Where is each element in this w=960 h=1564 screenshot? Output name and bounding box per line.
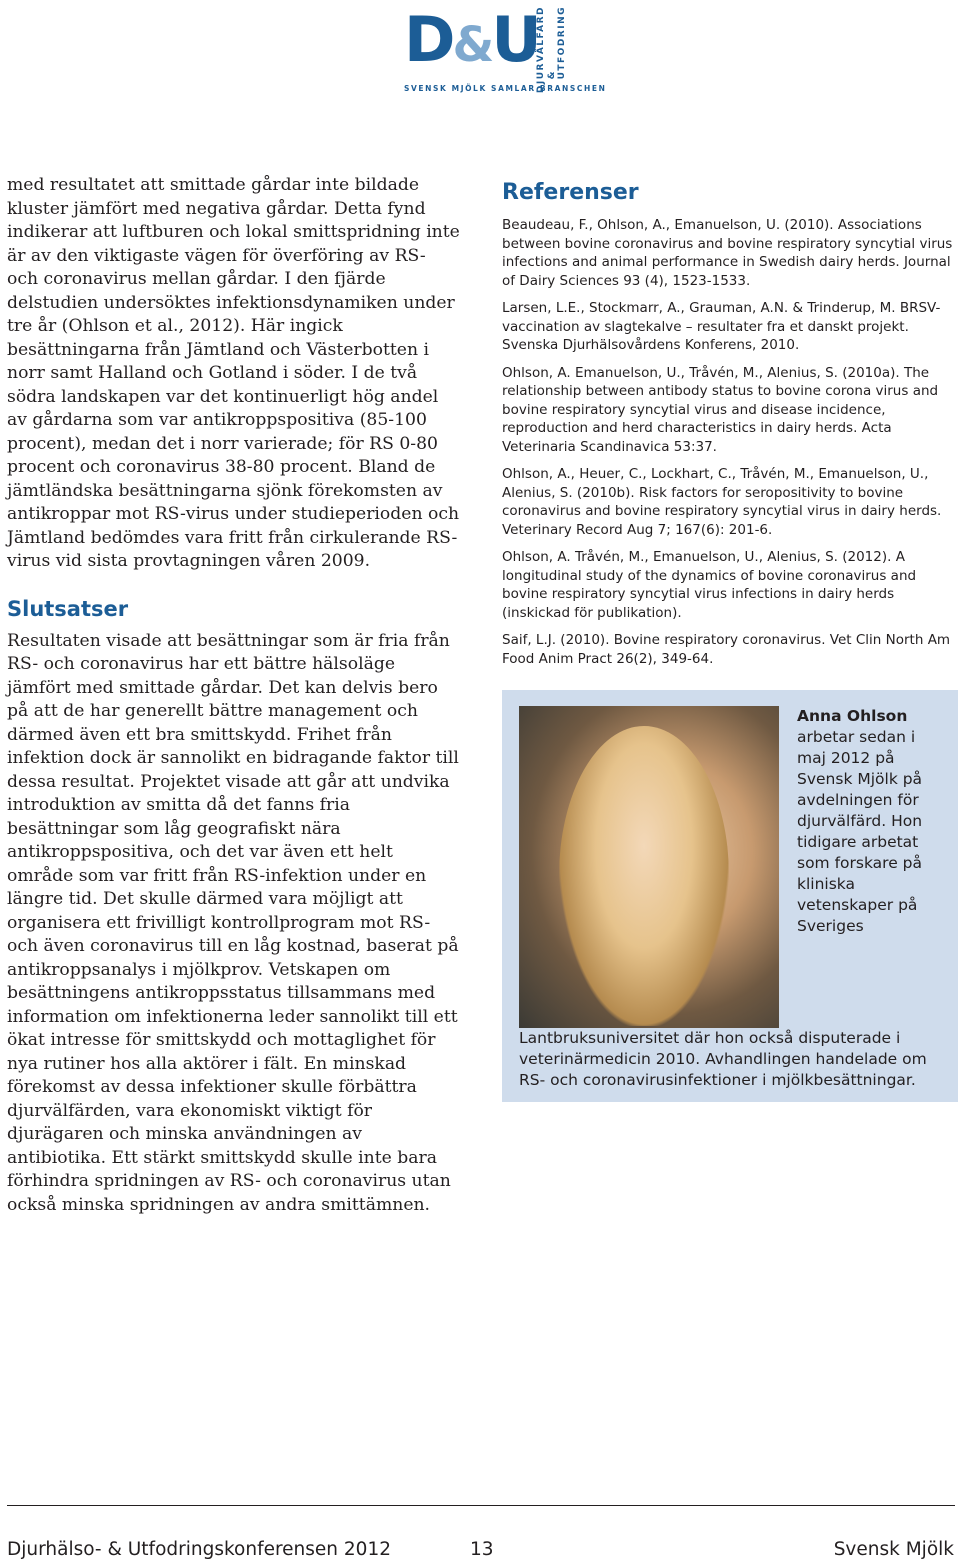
- references-heading: Referenser: [502, 180, 639, 205]
- reference-item: Saif, L.J. (2010). Bovine respiratory coronavirus. Vet Clin North Am Food Anim Pract 26(2), 349-64.: [502, 632, 951, 667]
- logo-mark: [404, 0, 539, 85]
- reference-item: Beaudeau, F., Ohlson, A., Emanuelson, U. (2010). Associations between bovine coronavirus and bovine respiratory syncytial virus infections and animal performance in Swedish dairy herds. Journal of Dairy Sciences 93 (4), 1523-1533.: [502, 217, 953, 289]
- logo-ampersand: &: [452, 17, 492, 73]
- logo-vertical-line2: & UTFODRING: [547, 6, 567, 80]
- logo-vertical-text: [536, 6, 567, 94]
- references-column: [502, 178, 954, 677]
- author-bio: arbetar sedan i maj 2012 på Svensk Mjölk på avdelningen för djurvälfärd. Hon tidigare arbetat som forskare på kliniska vetenskaper på Sveriges Lantbruksuniversitet där hon också disputerade i veterinärmedicin 2010. Avhandlingen handelade om RS- och coronavirusinfektioner i mjölkbesättningar.: [519, 728, 927, 1089]
- body-paragraph-1: med resultatet att smittade gårdar inte bildade kluster jämfört med negativa gårdar. Detta fynd indikerar att luftburen och lokal smittspridning inte är av den viktigaste vägen för överföring av RS- och coronavirus mellan gårdar. I den fjärde delstudien undersöktes infektionsdynamiken under tre år (Ohlson et al., 2012). Här ingick besättningarna från Jämtland och Västerbotten i norr samt Halland och Gotland i söder. I de två södra landskapen var det kontinuerligt hög andel av gårdarna som var antikroppspositiva (85-100 procent), medan det i norr varierade; för RS 0-80 procent och coronavirus 38-80 procent. Bland de jämtländska besättningarna sjönk förekomsten av antikroppar mot RS-virus under studieperioden och Jämtland bedömdes vara fritt från cirkulerande RS-virus vid sista provtagningen våren 2009.: [7, 175, 460, 571]
- main-column: [7, 174, 462, 1217]
- logo-vertical-line1: DJURVÄLFÄRD: [536, 6, 546, 94]
- conclusions-heading: Slutsatser: [7, 596, 129, 621]
- reference-item: Ohlson, A., Heuer, C., Lockhart, C., Tråvén, M., Emanuelson, U., Alenius, S. (2010b). Risk factors for seropositivity to bovine coronavirus and bovine respiratory syncytial virus in dairy herds. Veterinary Record Aug 7; 167(6): 201-6.: [502, 466, 942, 538]
- footer-publisher: Svensk Mjölk: [833, 1539, 954, 1560]
- page-number: 13: [470, 1539, 494, 1560]
- reference-item: Ohlson, A. Emanuelson, U., Tråvén, M., Alenius, S. (2010a). The relationship between antibody status to bovine corona virus and bovine respiratory syncytial virus and disease incidence, reproduction and herd characteristics in dairy herds. Acta Veterinaria Scandinavica 53:37.: [502, 364, 939, 455]
- body-paragraph-2: Resultaten visade att besättningar som är fria från RS- och coronavirus har ett bättre hälsoläge jämfört med smittade gårdar. Det kan delvis bero på att de har generellt bättre management och därmed även ett bra smittskydd. Frihet från infektion dock är sannolikt en bidragande faktor till dessa resultat. Projektet visade att går att undvika introduktion av smitta då det fanns fria besättningar som låg geografiskt nära antikroppspositiva, och det var även ett helt område som var fritt från RS-infektion under en längre tid. Det skulle därmed vara möjligt att organisera ett frivilligt kontrollprogram mot RS- och även coronavirus till en låg kostnad, baserat på antikroppsanalys i mjölkprov. Vetskapen om besättningens antikroppsstatus tillsammans med information om infektionerna leder sannolikt till ett ökat intresse för smittskydd och mottaglighet för nya rutiner hos alla aktörer i fält. En minskad förekomst av dessa infektioner skulle förbättra djurvälfärden, vara ekonomiskt viktigt för djurägaren och minska användningen av antibiotika. Ett stärkt smittskydd skulle inte bara förhindra spridningen av RS- och coronavirus utan också minska spridningen av andra smittämnen.: [7, 630, 459, 1215]
- du-logo: [404, 3, 607, 96]
- author-text: [519, 706, 939, 1091]
- logo-u: U: [491, 3, 539, 76]
- reference-item: Larsen, L.E., Stockmarr, A., Grauman, A.N. & Trinderup, M. BRSV-vaccination av slagtekalve – resultater fra et danskt projekt. Svenska Djurhälsovårdens Konferens, 2010.: [502, 300, 941, 353]
- reference-item: Ohlson, A. Tråvén, M., Emanuelson, U., Alenius, S. (2012). A longitudinal study of the dynamics of bovine coronavirus and bovine respiratory syncytial virus infections in dairy herds (inskickad för publikation).: [502, 549, 917, 621]
- logo-d: D: [404, 3, 453, 76]
- footer-conference-title: Djurhälso- & Utfodringskonferensen 2012: [7, 1539, 391, 1560]
- logo-subtitle: SVENSK MJÖLK SAMLAR BRANSCHEN: [404, 84, 607, 93]
- footer-divider: [7, 1505, 955, 1506]
- author-box: [502, 690, 958, 1102]
- author-name: Anna Ohlson: [797, 707, 908, 725]
